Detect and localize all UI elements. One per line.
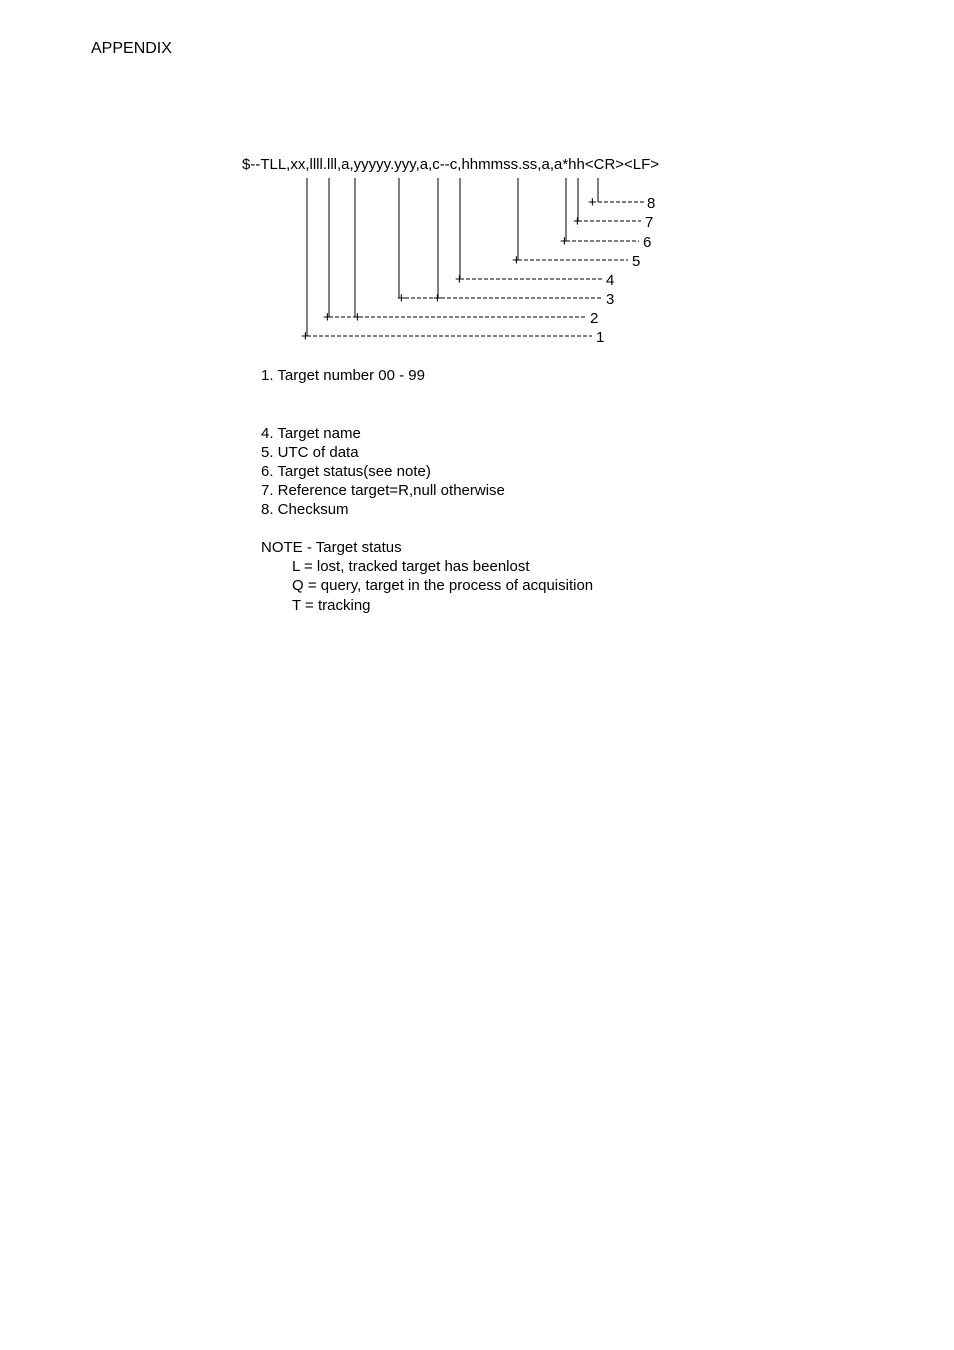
svg-text:+: + xyxy=(560,233,569,250)
svg-text:+: + xyxy=(397,290,406,307)
field-tick-lines xyxy=(307,178,598,336)
note-item: L = lost, tracked target has beenlost xyxy=(292,558,530,576)
callout-6 xyxy=(560,233,651,251)
svg-text:+: + xyxy=(301,328,310,345)
svg-text:+: + xyxy=(588,194,597,211)
page-header: APPENDIX xyxy=(91,40,172,57)
note-item: T = tracking xyxy=(292,596,371,614)
callout-number-7: 7 xyxy=(645,214,654,231)
callout-number-5: 5 xyxy=(632,253,641,270)
sentence-format-diagram xyxy=(0,0,954,360)
callout-5 xyxy=(512,252,640,270)
field-definitions xyxy=(261,366,505,520)
field-definition: 6. Target status(see note) xyxy=(261,462,431,480)
field-definition: 5. UTC of data xyxy=(261,443,359,461)
callout-number-3: 3 xyxy=(606,291,615,308)
callout-4 xyxy=(455,271,614,289)
callout-number-8: 8 xyxy=(647,195,656,212)
field-definition: 1. Target number 00 - 99 xyxy=(261,367,425,384)
callout-number-4: 4 xyxy=(606,272,615,289)
callout-number-6: 6 xyxy=(643,234,652,251)
callout-2 xyxy=(323,309,598,327)
callout-7 xyxy=(573,213,653,231)
svg-text:+: + xyxy=(455,271,464,288)
callout-3 xyxy=(397,290,614,308)
field-definition: 8. Checksum xyxy=(261,501,349,519)
note-title: NOTE - Target status xyxy=(261,539,402,556)
callout-number-1: 1 xyxy=(596,329,605,346)
note-item: Q = query, target in the process of acquisition xyxy=(292,577,594,595)
field-definition: 4. Target name xyxy=(261,424,361,442)
svg-text:+: + xyxy=(512,252,521,269)
svg-text:+: + xyxy=(353,309,362,326)
callout-1 xyxy=(301,328,604,346)
field-definition: 7. Reference target=R,null otherwise xyxy=(261,482,505,500)
svg-text:+: + xyxy=(433,290,442,307)
callout-number-2: 2 xyxy=(590,310,599,327)
svg-text:+: + xyxy=(573,213,582,230)
sentence-format-string: $--TLL,xx,llll.lll,a,yyyyy.yyy,a,c--c,hhmmss.ss,a,a*hh<CR><LF> xyxy=(242,156,660,173)
svg-text:+: + xyxy=(323,309,332,326)
target-status-note xyxy=(261,538,593,615)
